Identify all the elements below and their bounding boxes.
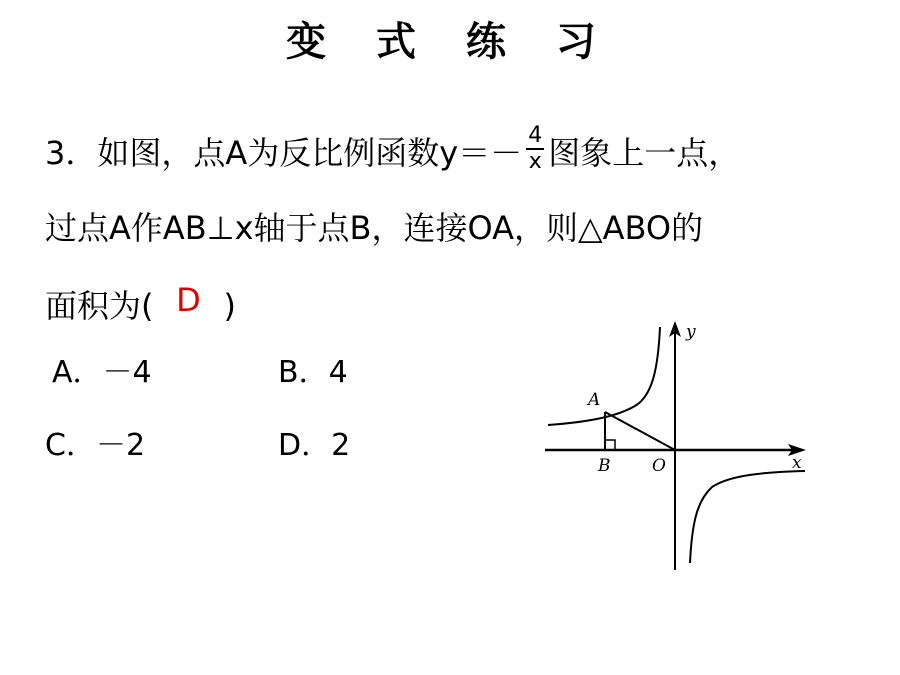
question-text-3a: 面积为( bbox=[45, 287, 154, 325]
label-x: x bbox=[792, 453, 802, 473]
hyperbola-branch-right bbox=[690, 471, 805, 563]
right-angle-mark bbox=[605, 440, 615, 450]
fraction bbox=[526, 124, 544, 174]
hyperbola-figure bbox=[540, 315, 820, 575]
hyperbola-branch-left bbox=[548, 327, 660, 425]
page-title: 变 式 练 习 bbox=[286, 19, 614, 65]
question-line-3 bbox=[45, 281, 236, 327]
label-b: B bbox=[598, 456, 611, 476]
option-b: B．4 bbox=[278, 355, 348, 390]
question-number: 3． bbox=[45, 134, 98, 172]
label-o: O bbox=[652, 456, 666, 476]
question-text-3b: ) bbox=[223, 287, 236, 325]
fraction-numerator: 4 bbox=[528, 123, 543, 148]
label-a: A bbox=[588, 390, 601, 410]
option-d: D．2 bbox=[278, 428, 351, 463]
option-c: C．－2 bbox=[45, 428, 146, 463]
label-y: y bbox=[686, 322, 696, 342]
question-line-2: 过点A作AB⊥x轴于点B，连接OA，则△ABO的 bbox=[45, 209, 704, 247]
option-a: A．－4 bbox=[52, 355, 152, 390]
answer-text: D bbox=[176, 281, 201, 319]
question-line-1 bbox=[45, 123, 741, 180]
question-text-1b: 图象上一点， bbox=[548, 134, 741, 172]
fraction-denominator: x bbox=[528, 149, 542, 174]
question-text-1a: 如图，点A为反比例函数y＝－ bbox=[97, 134, 523, 172]
